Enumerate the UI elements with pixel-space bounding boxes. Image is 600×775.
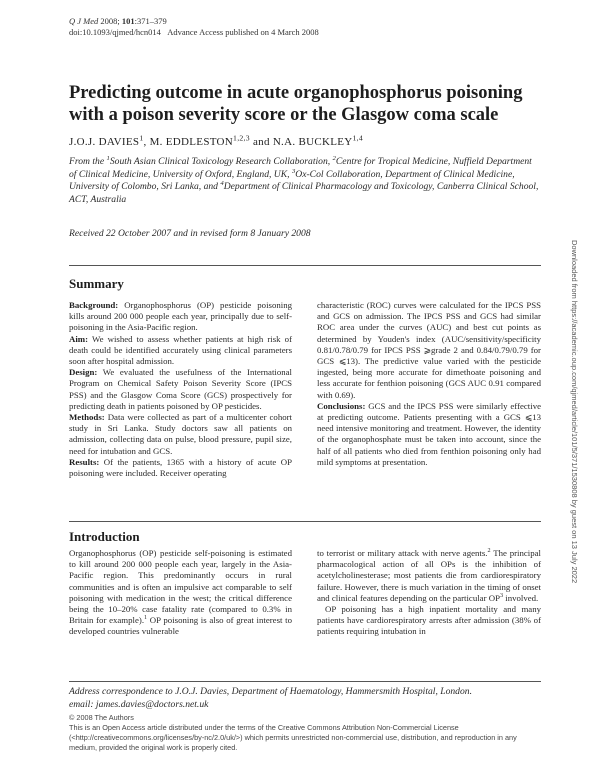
footer-divider (69, 681, 541, 682)
summary-background: Background: Organophosphorus (OP) pesticide poisoning kills around 200 000 people each year, principally due to self-poisoning in the Asia-Pacific region. (69, 300, 292, 333)
summary-aim: Aim: We wished to assess whether patients at high risk of death could be identified accurately using clinical parameters soon after hospital admission. (69, 333, 292, 367)
download-notice: Downloaded from https://academic.oup.com/qjmed/article/101/5/371/1530808 by guest on 13 July 2022 (570, 240, 579, 584)
correspondence-address: Address correspondence to J.O.J. Davies, Department of Haematology, Hammersmith Hospital, London. (69, 686, 472, 697)
summary-results-cont: characteristic (ROC) curves were calculated for the IPCS PSS and GCS on admission. The IPCS PSS and GCS had similar ROC area under the curves (AUC) and best cut points as determined by Youden's index (AUC/sensitivity/specificity 0.81/0.78/0.79 for IPCS PSS ⩾grade 2 and 0.84/0.79/0.79 for GCS ⩽13). The predictive value varied with the pesticide ingested, being more accurate for dimethoate poisoning and less accurate for fenthion poisoning (GCS AUC 0.91 compared with 0.69). (317, 300, 541, 400)
divider (69, 521, 541, 522)
summary-heading: Summary (69, 276, 124, 291)
summary-column-right (317, 300, 541, 468)
journal-header (69, 16, 319, 38)
summary-conclusions: Conclusions: GCS and the IPCS PSS were similarly effective at predicting outcome. Patients presenting with a GCS ⩽13 need intensive monitoring and treatment. However, the identity of the organophosphate must be taken into account, since the half of all patients who died from fenthion poisoning only had mild symptoms at presentation. (317, 400, 541, 467)
intro-paragraph: Organophosphorus (OP) pesticide self-poisoning is estimated to kill around 200 000 people each year, largely in the Asia-Pacific region. This predominantly occurs in rural communities and is often an impulsive act comparable to self poisoning with medication in the west; the critical difference being the 10–20% case fatality rate (compared to 0.3% in Britain for example).$^1$ OP poisoning is also of great interest to developed countries vulnerable (69, 548, 292, 637)
divider (69, 265, 541, 266)
copyright (69, 713, 541, 753)
download-sidebar (567, 240, 579, 760)
affiliations: From the $^1$South Asian Clinical Toxicology Research Collaboration, $^2$Centre for Tropical Medicine, Nuffield Department of Clinical Medicine, University of Oxford, England, UK, $^3$Ox-Col Collaboration, Department of Clinical Medicine, University of Colombo, Sri Lanka, and $^4$Department of Clinical Pharmacology and Toxicology, Canberra Clinical School, ACT, Australia (69, 154, 539, 205)
intro-column-left (69, 548, 292, 638)
copyright-line: © 2008 The Authors (69, 713, 134, 722)
advance-access: Advance Access published on 4 March 2008 (167, 27, 319, 37)
introduction-heading: Introduction (69, 529, 140, 544)
doi-line (69, 27, 319, 38)
intro-paragraph-cont: to terrorist or military attack with nerve agents.$^2$ The principal pharmacological action of all OPs is the inhibition of acetylcholinesterase; most patients die from cardiorespiratory failure. However, there is much variation in the timing of onset and clinical features depending on the particular $OP^3$ involved. (317, 548, 541, 603)
summary-methods: Methods: Data were collected as part of a multicenter cohort study in Sri Lanka. Study doctors saw all patients on admission, collecting data on pulse, blood pressure, pupil size, need for intubation and GCS. (69, 412, 292, 456)
correspondence (69, 686, 541, 711)
author-list: J.O.J. DAVIES$^1$, M. EDDLESTON$^{1,2,3}$ and N.A. BUCKLEY$^{1,4}$ (69, 133, 364, 148)
summary-design: Design: We evaluated the usefulness of the International Program on Chemical Safety Poison Severity Score (IPCS PSS) and the Glasgow Coma Score (GCS) prospectively for predicting death in patients poisoned by OP pesticides. (69, 367, 292, 411)
intro-column-right (317, 548, 541, 638)
intro-paragraph-2: OP poisoning has a high inpatient mortality and many patients have cardiorespiratory arrests after admission (38% of patients requiring intubation in (317, 604, 541, 637)
article-title: Predicting outcome in acute organophosphorus poisoning with a poison severity score or the Glasgow coma scale (69, 83, 523, 125)
received-date: Received 22 October 2007 and in revised form 8 January 2008 (69, 228, 311, 239)
license-text: This is an Open Access article distributed under the terms of the Creative Commons Attribution Non-Commercial License (<http://creativecommons.org/licenses/by-nc/2.0/uk/>) which permits unrestricted non-commercial use, distribution, and reproduction in any medium, provided the original work is properly cited. (69, 723, 517, 752)
doi: doi:10.1093/qjmed/hcn014 (69, 27, 161, 37)
correspondence-email: email: james.davies@doctors.net.uk (69, 698, 209, 710)
summary-results: Results: Of the patients, 1365 with a history of acute OP poisoning were included. Receiver operating (69, 456, 292, 479)
citation-line: Q J Med 2008; 101:371–379 (69, 16, 167, 26)
summary-column-left (69, 300, 292, 479)
